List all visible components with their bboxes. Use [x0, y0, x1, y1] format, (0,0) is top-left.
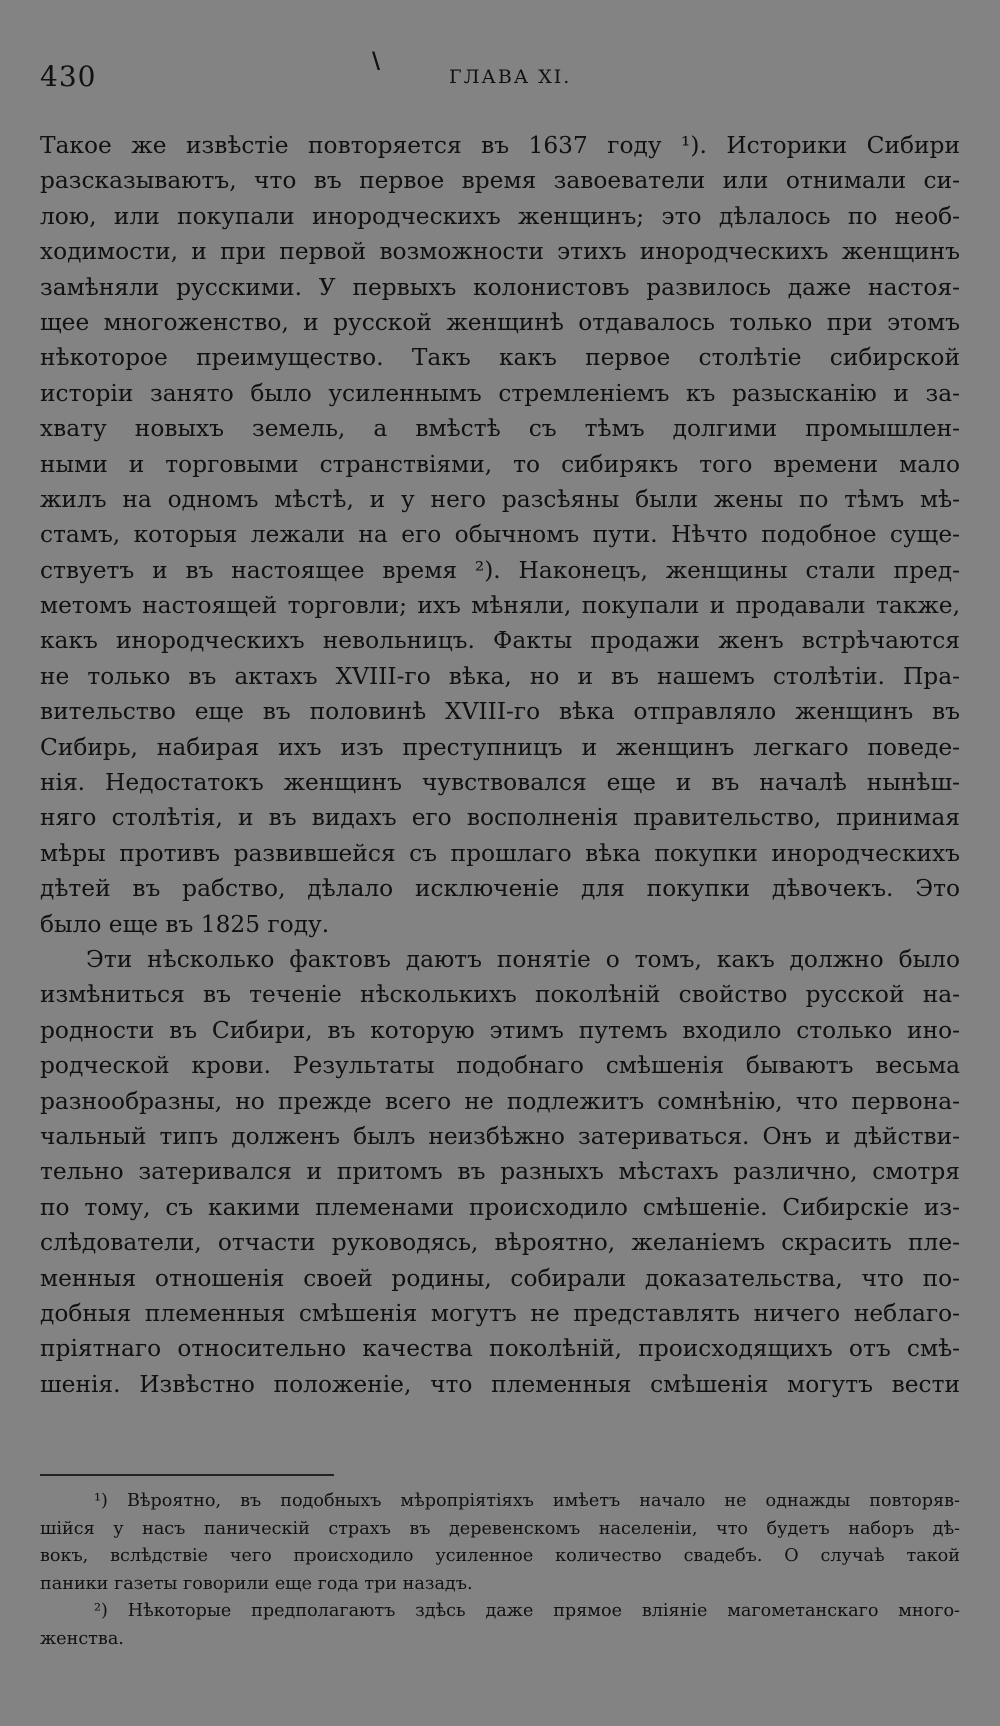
text-line: менныя отношенія своей родины, собирали доказательства, что по- [40, 1264, 960, 1292]
paragraph-end-line: было еще въ 1825 году. [40, 910, 330, 938]
text-line: замѣняли русскими. У первыхъ колонистовъ развилось даже настоя- [40, 273, 960, 301]
text-line: не только въ актахъ XVIII-го вѣка, но и въ нашемъ столѣтіи. Пра- [40, 662, 960, 690]
text-line: измѣниться въ теченіе нѣсколькихъ поколѣній свойство русской на- [40, 981, 960, 1009]
text-line: шенія. Извѣстно положеніе, что племенныя смѣшенія могутъ вести [40, 1370, 960, 1398]
page-number: 430 [40, 60, 97, 93]
running-head: ГЛАВА XI. [449, 66, 572, 88]
text-line: стамъ, которыя лежали на его обычномъ пути. Нѣчто подобное суще- [40, 521, 960, 549]
text-line: добныя племенныя смѣшенія могутъ не представлять ничего неблаго- [40, 1299, 960, 1327]
text-line: тельно затеривался и притомъ въ разныхъ мѣстахъ различно, смотря [40, 1158, 960, 1186]
footnotes [40, 1488, 960, 1654]
footnote-2-line: женства. [40, 1628, 124, 1649]
footnote-2-line: ²) Нѣкоторые предполагаютъ здѣсь даже прямое вліяніе магометанскаго много- [94, 1601, 960, 1622]
print-mark: \ [372, 48, 381, 74]
footnote-1-line: шійся у насъ паническій страхъ въ деревенскомъ населеніи, что будетъ наборъ дѣ- [40, 1518, 960, 1539]
text-line: родческой крови. Результаты подобнаго смѣшенія бываютъ весьма [40, 1052, 960, 1080]
body-text [40, 128, 960, 1402]
text-line: нѣкоторое преимущество. Такъ какъ первое столѣтіе сибирской [40, 344, 960, 372]
text-line: лою, или покупали инородческихъ женщинъ; это дѣлалось по необ- [40, 202, 960, 230]
text-line: няго столѣтія, и въ видахъ его восполненія правительство, принимая [40, 804, 960, 832]
text-line: исторіи занято было усиленнымъ стремленіемъ къ разысканію и за- [40, 379, 960, 407]
footnote-1-line: паники газеты говорили еще года три назадъ. [40, 1573, 473, 1594]
text-line: какъ инородческихъ невольницъ. Факты продажи женъ встрѣчаются [40, 627, 960, 655]
text-line: по тому, съ какими племенами происходило смѣшеніе. Сибирскіе из- [40, 1193, 960, 1221]
text-line: нія. Недостатокъ женщинъ чувствовался еще и въ началѣ нынѣш- [40, 769, 960, 797]
text-line: ными и торговыми странствіями, то сибирякъ того времени мало [40, 450, 960, 478]
text-line: Такое же извѣстіе повторяется въ 1637 году ¹). Историки Сибири [40, 132, 960, 159]
text-line: метомъ настоящей торговли; ихъ мѣняли, покупали и продавали также, [40, 592, 960, 620]
text-line: мѣры противъ развившейся съ прошлаго вѣка покупки инородческихъ [40, 839, 960, 867]
text-line: пріятнаго относительно качества поколѣній, происходящихъ отъ смѣ- [40, 1335, 960, 1363]
text-line: чальный типъ долженъ былъ неизбѣжно затериваться. Онъ и дѣйстви- [40, 1122, 960, 1150]
text-line: Сибирь, набирая ихъ изъ преступницъ и женщинъ легкаго поведе- [40, 733, 960, 761]
footnote-1-line: вокъ, вслѣдствіе чего происходило усиленное количество свадебъ. О случаѣ такой [40, 1546, 960, 1567]
text-line: разнообразны, но прежде всего не подлежитъ сомнѣнію, что первона- [40, 1087, 960, 1115]
text-line: разсказываютъ, что въ первое время завоеватели или отнимали си- [40, 167, 960, 195]
text-line: хвату новыхъ земель, а вмѣстѣ съ тѣмъ долгими промышлен- [40, 415, 960, 443]
text-line: ствуетъ и въ настоящее время ²). Наконецъ, женщины стали пред- [40, 556, 960, 584]
text-line: родности въ Сибири, въ которую этимъ путемъ входило столько ино- [40, 1016, 960, 1044]
text-line: жилъ на одномъ мѣстѣ, и у него разсѣяны были жены по тѣмъ мѣ- [40, 485, 960, 513]
footnote-1-line: ¹) Вѣроятно, въ подобныхъ мѣропріятіяхъ имѣетъ начало не однажды повторяв- [94, 1491, 960, 1511]
text-line: вительство еще въ половинѣ XVIII-го вѣка отправляло женщинъ въ [40, 698, 960, 726]
text-line: дѣтей въ рабство, дѣлало исключеніе для покупки дѣвочекъ. Это [40, 875, 960, 903]
paragraph-first-line: Эти нѣсколько фактовъ даютъ понятіе о томъ, какъ должно было [86, 945, 960, 973]
text-line: слѣдователи, отчасти руководясь, вѣроятно, желаніемъ скрасить пле- [40, 1229, 960, 1257]
text-line: щее многоженство, и русской женщинѣ отдавалось только при этомъ [40, 308, 960, 336]
text-line: ходимости, и при первой возможности этихъ инородческихъ женщинъ [40, 238, 960, 266]
footnote-divider [40, 1474, 334, 1476]
